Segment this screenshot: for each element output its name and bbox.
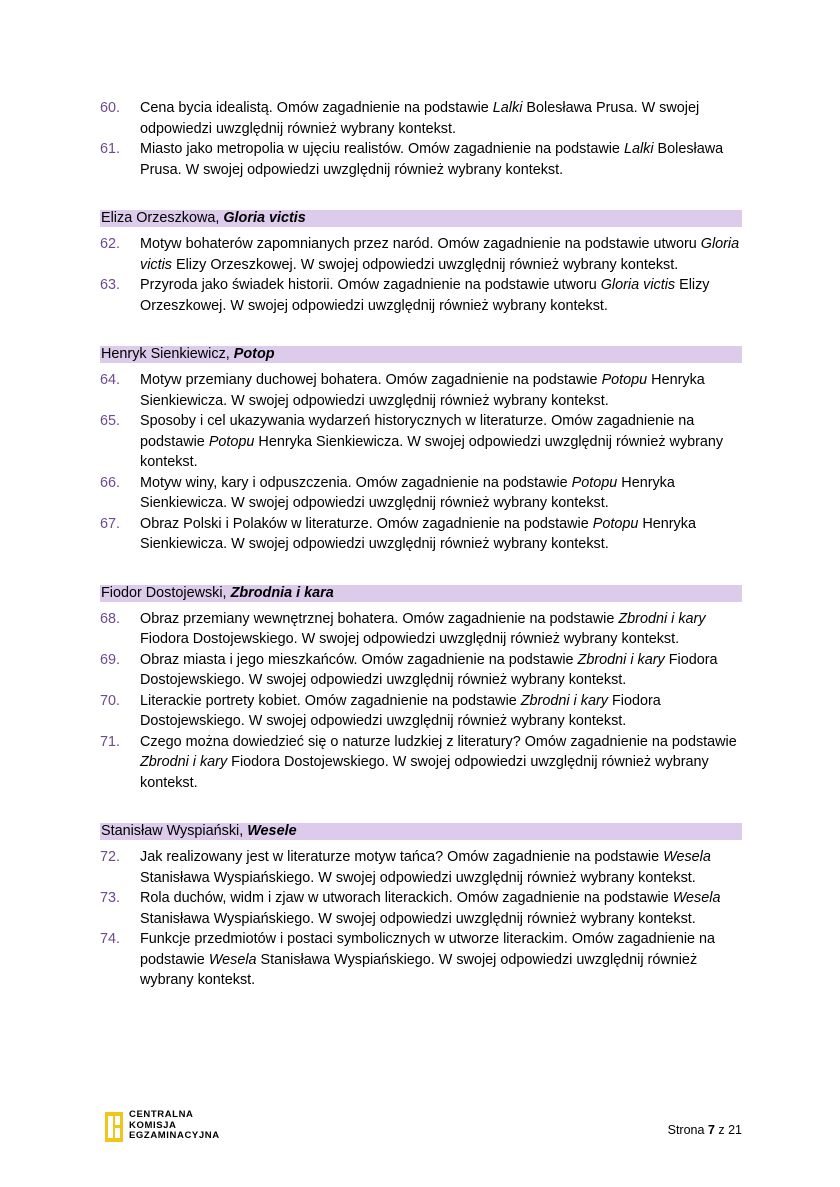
topic-text [140,650,742,691]
topic-text-part: Literackie portrety kobiet. Omów zagadnienie na podstawie [140,692,521,709]
topic-text [140,411,742,473]
topic-text-part: Cena bycia idealistą. Omów zagadnienie na podstawie [140,100,493,116]
topic-item [100,609,742,650]
work-title: Potopu [571,474,618,491]
topic-item [100,888,742,929]
topic-text [140,847,742,888]
topic-item [100,473,742,514]
section-gap [100,316,742,346]
topic-text-part: Funkcje przedmiotów i postaci symbolicznych w utworze literackim. Omów zagadnienie na podstawie [140,931,716,968]
section-title: Gloria victis [223,210,306,226]
work-title: Wesela [208,951,257,968]
topic-text-part: Stanisława Wyspiańskiego. W swojej odpowiedzi uwzględnij również wybrany kontekst. [140,869,696,886]
section-header [100,346,742,363]
work-title: Gloria victis [600,277,676,293]
section-author: Eliza Orzeszkowa, [101,210,224,226]
topic-text [140,732,742,794]
header-gap [100,840,742,847]
topic-text-part: Jak realizowany jest w literaturze motyw tańca? Omów zagadnienie na podstawie [140,849,664,865]
topic-text [140,275,742,316]
topic-text-part: Rola duchów, widm i zjaw w utworach literackich. Omów zagadnienie na podstawie [140,890,673,906]
topic-number: 73. [100,890,121,906]
topic-text-part: Stanisława Wyspiańskiego. W swojej odpowiedzi uwzględnij również wybrany kontekst. [140,910,696,927]
page-prefix: Strona [667,1123,708,1137]
topic-text-part: Motyw bohaterów zapomnianych przez naród. Omów zagadnienie na podstawie utworu [140,236,701,252]
topic-text [140,98,742,139]
topic-text-part: Stanisława Wyspiańskiego. W swojej odpowiedzi uwzględnij również wybrany kontekst. [140,951,698,988]
topic-item [100,275,742,316]
work-title: Gloria victis [140,236,740,273]
section-gap [100,793,742,823]
page-sep: z [714,1123,729,1137]
topic-text [140,473,742,514]
topic-text-part: Henryka Sienkiewicza. W swojej odpowiedzi uwzględnij również wybrany kontekst. [140,515,696,552]
cke-logo-icon [105,1112,123,1142]
topic-number: 68. [100,610,121,627]
topic-text-part: Bolesława Prusa. W swojej odpowiedzi uwzględnij również wybrany kontekst. [140,100,700,137]
topic-number: 61. [100,141,121,157]
topic-text-part: Henryka Sienkiewicza. W swojej odpowiedzi uwzględnij również wybrany kontekst. [140,372,705,409]
topic-text [140,370,742,411]
work-title: Wesela [672,890,721,906]
section-author: Fiodor Dostojewski, [101,584,231,601]
topic-number: 71. [100,733,121,750]
work-title: Zbrodni i kary [520,692,608,709]
topic-text-part: Fiodora Dostojewskiego. W swojej odpowiedzi uwzględnij również wybrany kontekst. [140,631,680,647]
topic-text [140,139,742,180]
section-header [100,210,742,227]
topic-text-part: Obraz przemiany wewnętrznej bohatera. Omów zagadnienie na podstawie [140,610,619,627]
topic-text-part: Motyw winy, kary i odpuszczenia. Omów zagadnienie na podstawie [140,474,572,491]
topic-item [100,514,742,555]
work-title: Potopu [592,515,639,532]
work-title: Potopu [601,372,648,388]
page-footer [105,1110,742,1146]
work-title: Lalki [623,141,654,157]
header-gap [100,363,742,370]
topic-number: 60. [100,100,121,116]
topic-text-part: Obraz Polski i Polaków w literaturze. Omów zagadnienie na podstawie [140,515,593,532]
logo-line: EGZAMINACYJNA [129,1130,220,1141]
section-author: Henryk Sienkiewicz, [101,346,234,362]
topic-text-part: Sposoby i cel ukazywania wydarzeń historycznych w literaturze. Omów zagadnienie na podstawie [140,413,695,450]
topic-text-part: Fiodora Dostojewskiego. W swojej odpowiedzi uwzględnij również wybrany kontekst. [140,692,661,729]
topic-number: 72. [100,849,121,865]
section-gap [100,555,742,585]
section-title: Wesele [247,823,297,839]
topic-item [100,411,742,473]
page-number [668,1123,742,1137]
topic-text [140,234,742,275]
logo-line: CENTRALNA [129,1109,194,1120]
work-title: Zbrodni i kary [577,651,665,668]
topic-number: 74. [100,931,121,947]
topic-text [140,514,742,555]
topic-text [140,929,742,991]
topic-text [140,691,742,732]
section-gap [100,180,742,210]
work-title: Potopu [208,433,255,450]
topic-item [100,98,742,139]
topic-number: 67. [100,515,121,532]
topic-item [100,691,742,732]
topic-text-part: Obraz miasta i jego mieszkańców. Omów zagadnienie na podstawie [140,651,578,668]
work-title: Lalki [492,100,523,116]
header-gap [100,227,742,234]
topic-item [100,650,742,691]
topic-number: 63. [100,277,121,293]
section-author: Stanisław Wyspiański, [101,823,248,839]
section-title: Potop [233,346,275,362]
topic-text-part: Fiodora Dostojewskiego. W swojej odpowiedzi uwzględnij również wybrany kontekst. [140,651,718,688]
work-title: Wesela [663,849,711,865]
topic-text-part: Henryka Sienkiewicza. W swojej odpowiedzi uwzględnij również wybrany kontekst. [140,433,724,470]
topic-text-part: Bolesława Prusa. W swojej odpowiedzi uwzględnij również wybrany kontekst. [140,141,724,178]
topic-number: 70. [100,692,121,709]
topic-number: 69. [100,651,121,668]
work-title: Zbrodni i kary [140,754,228,770]
topic-text-part: Elizy Orzeszkowej. W swojej odpowiedzi uwzględnij również wybrany kontekst. [171,256,679,273]
page-current: 7 [707,1123,715,1137]
document-content [100,98,742,991]
topic-text-part: Fiodora Dostojewskiego. W swojej odpowiedzi uwzględnij również wybrany kontekst. [140,754,709,791]
topic-text [140,888,742,929]
page-total: 21 [728,1123,742,1137]
topic-number: 62. [100,236,121,252]
topic-text-part: Henryka Sienkiewicza. W swojej odpowiedzi uwzględnij również wybrany kontekst. [140,474,675,511]
topic-item [100,847,742,888]
topic-text [140,609,742,650]
topic-number: 64. [100,372,121,388]
topic-item [100,732,742,794]
topic-text-part: Miasto jako metropolia w ujęciu realistów. Omów zagadnienie na podstawie [140,141,624,157]
topic-number: 65. [100,413,121,429]
topic-item [100,370,742,411]
section-header [100,585,742,602]
cke-logo [105,1110,220,1142]
topic-text-part: Przyroda jako świadek historii. Omów zagadnienie na podstawie utworu [140,277,601,293]
topic-item [100,139,742,180]
topic-item [100,234,742,275]
header-gap [100,602,742,609]
section-header [100,823,742,840]
topic-text-part: Motyw przemiany duchowej bohatera. Omów zagadnienie na podstawie [140,372,602,388]
topic-text-part: Elizy Orzeszkowej. W swojej odpowiedzi uwzględnij również wybrany kontekst. [140,277,710,314]
cke-logo-text [129,1110,220,1142]
topic-number: 66. [100,474,121,491]
section-title: Zbrodnia i kara [230,584,334,601]
topic-text-part: Czego można dowiedzieć się o naturze ludzkiej z literatury? Omów zagadnienie na podstawie [140,733,737,750]
work-title: Zbrodni i kary [618,610,706,627]
logo-line: KOMISJA [129,1119,177,1131]
topic-item [100,929,742,991]
